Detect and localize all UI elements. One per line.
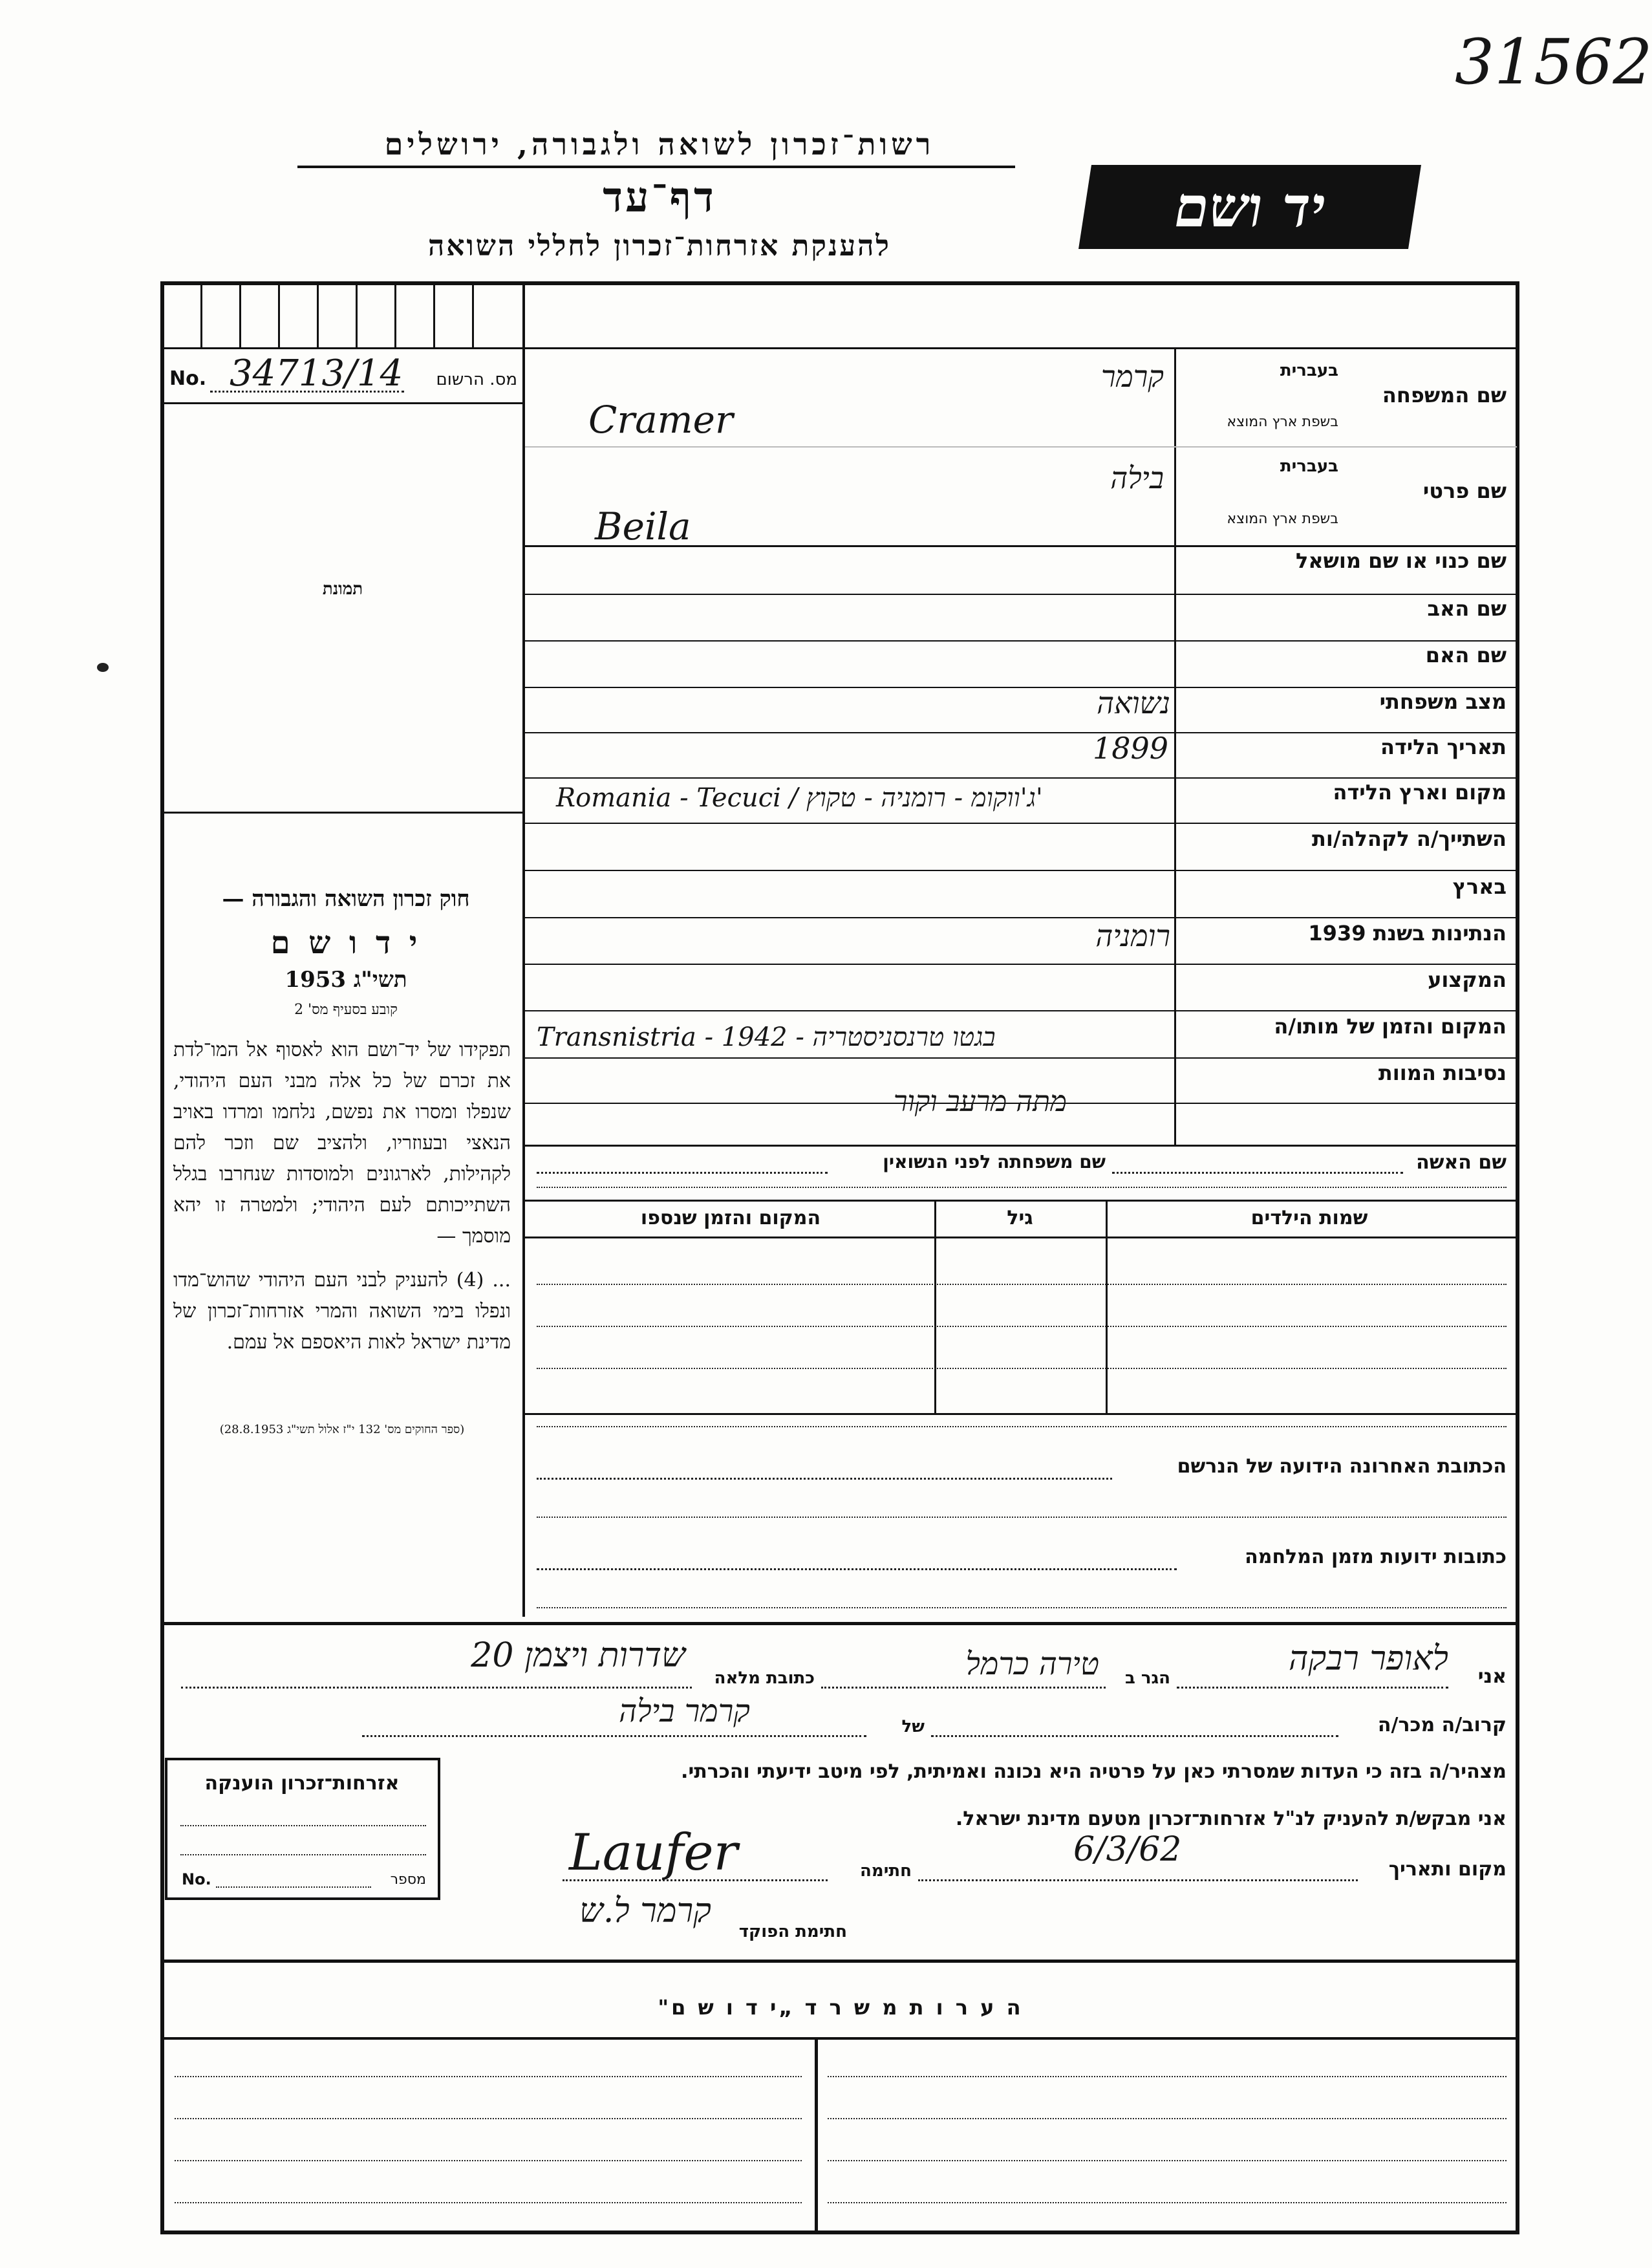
remarks-line xyxy=(828,2202,1507,2203)
place-date-label: מקום ותאריך xyxy=(1388,1858,1507,1881)
authority-underline xyxy=(297,166,1015,168)
registration-no-label: No. xyxy=(169,367,207,390)
photo-bottom-border xyxy=(163,812,524,814)
citizenship-number-label: מספר xyxy=(390,1872,426,1888)
left-column-divider xyxy=(522,285,525,1617)
form-title: דף־עד xyxy=(603,173,716,222)
signature-label: חתימה xyxy=(860,1861,912,1881)
children-row-line xyxy=(537,1284,1507,1285)
box-divider xyxy=(472,285,474,349)
father-label: שם האב xyxy=(1427,596,1507,621)
maiden-dots xyxy=(537,1172,828,1174)
registration-underline xyxy=(163,402,524,404)
citizenship-number-no: No. xyxy=(182,1870,211,1888)
photo-label: תמונת xyxy=(322,579,363,599)
birth-place-label: מקום וארץ הלידה xyxy=(1333,780,1507,805)
hebrew-label-2: בעברית xyxy=(1280,457,1338,476)
address-value: שדרות ויצמן 20 xyxy=(471,1636,685,1675)
residing-value: טירה כרמל xyxy=(965,1646,1099,1682)
wife-dots xyxy=(1112,1172,1403,1174)
form-frame xyxy=(160,281,1519,2234)
remarks-divider xyxy=(163,1960,1517,1963)
residing-dots xyxy=(821,1687,1106,1689)
officer-signature: קרמר ל.ש xyxy=(579,1892,711,1930)
box-divider xyxy=(278,285,280,349)
relative-value: קרמר בילה xyxy=(619,1693,750,1729)
row-line xyxy=(525,823,1517,824)
death-place-label: המקום והזמן של מותו/ה xyxy=(1274,1014,1507,1039)
row-line xyxy=(525,640,1517,642)
last-address-label: הכתובת האחרונה הידועה של הנרשם xyxy=(1177,1455,1507,1478)
address-label: כתובת מלאה xyxy=(714,1669,815,1688)
citizenship-granted-title: אזרחות־זכרון הוענקה xyxy=(204,1772,400,1795)
birth-place-value: Romania - Tecuci / ג'ווקומ - רומניה - טקוץ' xyxy=(556,783,1043,813)
box-divider xyxy=(200,285,202,349)
row-line xyxy=(525,870,1517,871)
war-addresses-label: כתובות ידועות מזמן המלחמה xyxy=(1245,1546,1507,1568)
declarant-name: לאופר רבקה xyxy=(1288,1639,1448,1678)
remarks-line xyxy=(828,2076,1507,2077)
declarant-i-label: אני xyxy=(1477,1665,1507,1688)
wife-row-dots-top xyxy=(537,1187,1507,1188)
officer-label: חתימת הפוקד xyxy=(738,1922,847,1941)
address-line xyxy=(537,1607,1507,1608)
box-divider xyxy=(239,285,241,349)
citizenship-value: רומניה xyxy=(1095,918,1170,953)
signature-value: Laufer xyxy=(569,1824,738,1882)
address-line xyxy=(537,1426,1507,1427)
row-line xyxy=(525,1057,1517,1059)
children-col-divider xyxy=(1106,1200,1108,1413)
place-date-value: 6/3/62 xyxy=(1073,1830,1182,1869)
law-name: י ד ו ש ם xyxy=(270,925,422,961)
children-place-header: המקום והזמן שנספו xyxy=(640,1207,821,1229)
community-label: השתייך/ה לקהלה/ות xyxy=(1311,826,1507,851)
children-table-header-line xyxy=(525,1237,1517,1238)
statement-1: מצהיר/ה בזה כי העדות שמסרתי כאן על פרטיה היא נכונה ואמיתית, לפי מיטב ידיעתי והכרתי. xyxy=(681,1760,1507,1783)
relative-dots-1 xyxy=(931,1735,1338,1737)
marital-label: מצב משפחתי xyxy=(1379,689,1507,714)
registration-he-label: מס. הרשום xyxy=(436,370,517,389)
relative-dots-2 xyxy=(362,1735,866,1737)
row-line xyxy=(525,732,1517,733)
family-name-origin: Cramer xyxy=(588,398,733,442)
children-names-header: שמות הילדים xyxy=(1250,1207,1368,1229)
first-name-label: שם פרטי xyxy=(1422,479,1507,503)
box-divider xyxy=(433,285,435,349)
mother-label: שם האם xyxy=(1425,643,1507,667)
law-year: תשי"ג 1953 xyxy=(284,967,407,993)
box-divider xyxy=(356,285,358,349)
family-name-label: שם המשפחה xyxy=(1382,383,1507,407)
law-source: (ספר החוקים מס' 132 י"ז אלול תשי"ג 28.8.1953) xyxy=(219,1423,465,1436)
row-line xyxy=(525,777,1517,779)
citizenship-box-dots xyxy=(180,1854,426,1855)
declarant-dots xyxy=(1177,1687,1448,1689)
maiden-name-label: שם משפחתה לפני הנשואין xyxy=(883,1151,1106,1172)
row-divider xyxy=(163,347,1517,349)
remarks-line xyxy=(175,2202,802,2203)
remarks-line xyxy=(828,2118,1507,2119)
form-subtitle: להענקת אזרחות־זכרון לחללי השואה xyxy=(427,230,891,263)
row-line xyxy=(525,594,1517,595)
logo-banner-icon xyxy=(1078,165,1421,249)
citizenship-granted-box xyxy=(165,1758,440,1900)
remarks-title: ה ע ר ו ת מ ש ר ד „י ד ו ש ם" xyxy=(658,1995,1024,2020)
remarks-line xyxy=(175,2118,802,2119)
authority-heading: רשות־זכרון לשואה ולגבורה, ירושלים xyxy=(384,127,935,162)
citizenship-box-dots xyxy=(180,1825,426,1826)
row-line xyxy=(525,446,1517,448)
of-label: של xyxy=(901,1717,925,1736)
last-address-dots xyxy=(537,1478,1112,1480)
remarks-line xyxy=(175,2160,802,2161)
death-place-value: Transnistria - 1942 - בגטו טרנסניסטריה xyxy=(537,1022,996,1052)
first-name-origin: Beila xyxy=(595,504,691,548)
death-cause-label: נסיבות המוות xyxy=(1378,1061,1507,1085)
remarks-column-divider xyxy=(815,2037,818,2234)
label-column-divider xyxy=(1174,349,1176,1145)
citizenship-number-dots xyxy=(216,1886,371,1888)
law-section: קובע בסעיף מס' 2 xyxy=(294,1002,398,1018)
wife-label: שם האשה xyxy=(1416,1151,1507,1174)
birth-date-label: תאריך הלידה xyxy=(1380,735,1507,759)
remarks-header-line xyxy=(163,2037,1517,2040)
law-title: חוק זכרון השואה והגבורה — xyxy=(222,886,470,912)
country-label: בארץ xyxy=(1452,874,1507,899)
children-table-top xyxy=(525,1200,1517,1202)
relative-label: קרוב/ה מכר/ה xyxy=(1377,1714,1507,1736)
residing-label: הגר ב xyxy=(1124,1669,1170,1688)
address-line xyxy=(537,1517,1507,1518)
war-address-dots xyxy=(537,1568,1177,1570)
children-col-divider xyxy=(934,1200,936,1413)
row-line xyxy=(525,1145,1517,1147)
hebrew-label: בעברית xyxy=(1280,361,1338,380)
first-name-hebrew: בילה xyxy=(1110,460,1164,495)
place-date-dots xyxy=(918,1879,1358,1881)
yad-vashem-logo xyxy=(1078,165,1421,249)
nickname-label: שם כנוי או שם מושאל xyxy=(1295,548,1507,573)
remarks-line xyxy=(175,2076,802,2077)
declaration-divider xyxy=(163,1622,1517,1625)
children-row-line xyxy=(537,1326,1507,1327)
ink-mark xyxy=(97,663,109,672)
citizenship-label: הנתינות בשנת 1939 xyxy=(1308,921,1507,945)
death-cause-value: מתה מרעב וקור xyxy=(893,1085,1067,1118)
birth-date-value: 1899 xyxy=(1093,731,1169,766)
family-name-hebrew: קרמר xyxy=(1100,359,1164,394)
logo-text: יד ושם xyxy=(1174,175,1325,240)
row-line xyxy=(525,1010,1517,1011)
address-dots xyxy=(181,1687,692,1689)
row-line xyxy=(525,964,1517,965)
children-age-header: גיל xyxy=(1007,1207,1033,1229)
children-row-line xyxy=(537,1368,1507,1369)
statement-2: אני מבקש/ת להעניק לנ"ל אזרחות־זכרון מטעם מדינת ישראל. xyxy=(955,1808,1507,1830)
box-divider xyxy=(394,285,396,349)
children-table-bottom xyxy=(525,1413,1517,1415)
box-divider xyxy=(317,285,319,349)
corner-number: 31562 xyxy=(1455,26,1652,98)
remarks-line xyxy=(828,2160,1507,2161)
marital-value: נשואה xyxy=(1097,686,1170,720)
origin-lang-label-2: בשפת ארץ המוצא xyxy=(1227,511,1338,527)
law-paragraph-1: תפקידו של יד־ושם הוא לאסוף אל המו־לדת את זכרם של כל אלה מבני העם היהודי, שנפלו ומסרו את נפשם, נלחמו ומרדו באויב הנאצי ובעוזריו, ולהציב שם וזכר להם לקהילות, לארגונים ולמוסדות שנחרבו בגלל השתייכותם לעם היהודי; ולמטרה זו יהא מוסמך — xyxy=(173,1039,511,1247)
law-paragraph-2: ... (4) להעניק לבני העם היהודי שהוש־מדו ונפלו בימי השואה והמרי אזרחות־זכרון של מדינת ישראל לאות היאספם אל עמם. xyxy=(173,1269,511,1354)
origin-lang-label: בשפת ארץ המוצא xyxy=(1227,414,1338,430)
profession-label: המקצוע xyxy=(1428,967,1507,992)
registration-number: 34713/14 xyxy=(230,352,403,394)
